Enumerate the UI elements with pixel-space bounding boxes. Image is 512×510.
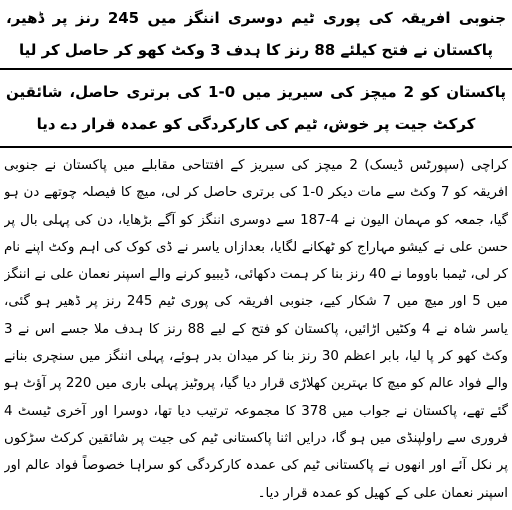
article-body: کراچی (سپورٹس ڈیسک) 2 میچز کی سیریز کے افتتاحی مقابلے میں پاکستان نے جنوبی افریقہ کو 7 وکٹ سے مات دیکر 0-1 کی برتری حاصل کر لی، میچ کا فیصلہ چوتھے دن ہو گیا، جمعہ کو مہمان الیون نے 4-187 سے دوسری اننگز کو آگے بڑھایا، دن کی پہلی بال پر حسن علی نے کیشو مہاراج کو ٹھکانے لگایا، بعدازاں یاسر نے ڈی کوک کی اہم وکٹ اپنے نام کر لی، ٹیمبا باووما نے 40 رنز بنا کر ہمت دکھائی، ڈیبیو کرنے والے اسپنر نعمان علی نے اننگز میں 5 اور میچ میں 7 شکار کیے، جنوبی افریقہ کی پوری ٹیم 245 رنز پر ڈھیر ہو گئی، یاسر شاہ نے 4 وکٹیں اڑائیں، پاکستان کو فتح کے لیے 88 رنز کا ہدف ملا جسے اس نے 3 وکٹ کھو کر پا لیا، بابر اعظم 30 رنز بنا کر میدان بدر ہوئے، پہلی اننگز میں سنچری بنانے والے فواد عالم کو میچ کا بہترین کھلاڑی قرار دیا گیا، پروٹیز پہلی باری میں 220 پر آؤٹ ہو گئے تھے، پاکستان نے جواب میں 378 کا مجموعہ ترتیب دیا تھا، دوسرا اور آخری ٹیسٹ 4 فروری سے راولپنڈی میں ہو گا، درایں اثنا پاکستانی ٹیم کی جیت پر شائقین کرکٹ سڑکوں پر نکل آئے اور انھوں نے پاکستانی ٹیم کی عمدہ کارکردگی کو سراہا خصوصاً فواد عالم اور اسپنر نعمان علی کے کھیل کو عمدہ قرار دیا۔ — [4, 158, 508, 501]
article-subheadline: پاکستان کو 2 میچز کی سیریز میں 0-1 کی برتری حاصل، شائقین کرکٹ جیت پر خوش، ٹیم کی کارکردگی کو عمدہ قرار دے دیا — [6, 83, 507, 133]
article-headline: جنوبی افریقہ کی پوری ٹیم دوسری اننگز میں 245 رنز پر ڈھیر، پاکستان نے فتح کیلئے 88 رنز کا ہدف 3 وکٹ کھو کر حاصل کر لیا — [6, 9, 507, 59]
